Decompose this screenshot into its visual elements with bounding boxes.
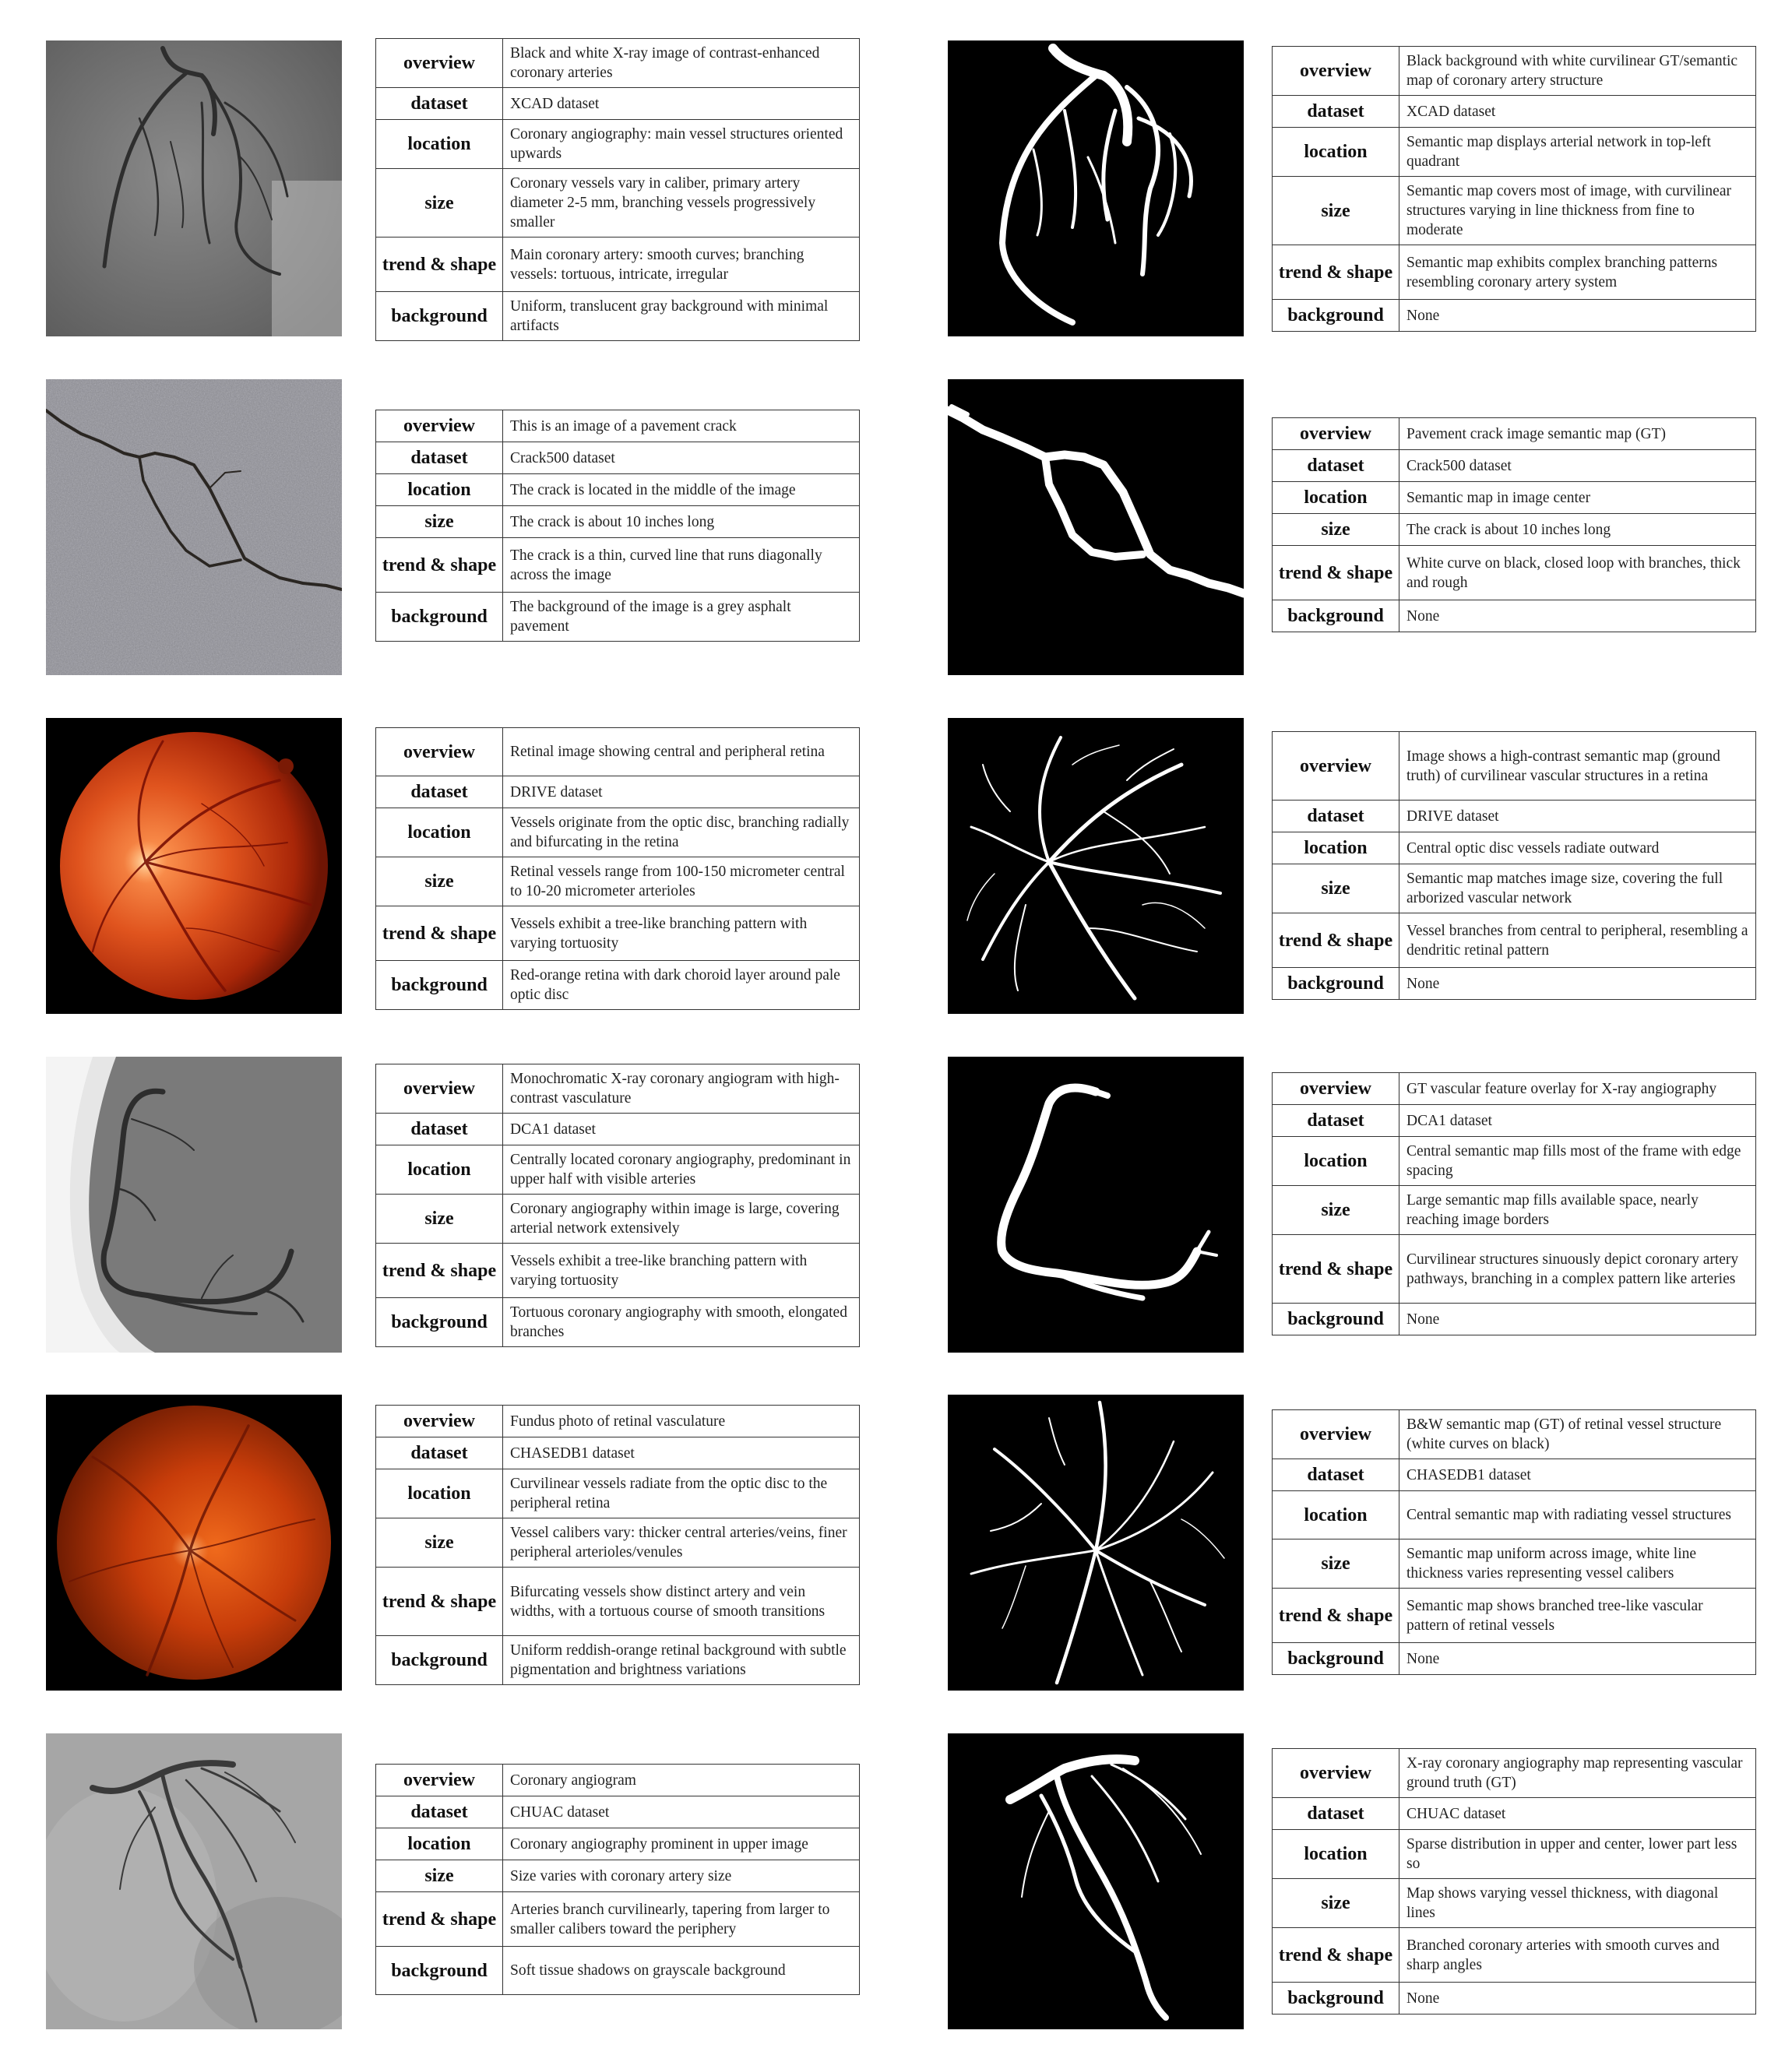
field-name: background bbox=[376, 1947, 503, 1995]
field-value: Crack500 dataset bbox=[503, 442, 860, 474]
table-row bbox=[1273, 450, 1756, 482]
field-value: Soft tissue shadows on grayscale background bbox=[503, 1947, 860, 1995]
field-name: trend & shape bbox=[376, 1892, 503, 1947]
field-value: Semantic map shows branched tree-like vascular pattern of retinal vessels bbox=[1399, 1589, 1756, 1643]
field-value: Retinal vessels range from 100-150 micrometer central to 10-20 micrometer arterioles bbox=[503, 857, 860, 906]
table-row bbox=[1273, 1410, 1756, 1459]
description-table bbox=[1272, 417, 1756, 632]
table-row bbox=[376, 1892, 860, 1947]
field-name: location bbox=[376, 474, 503, 506]
table-row bbox=[376, 1568, 860, 1636]
field-name: location bbox=[376, 1469, 503, 1518]
description-table bbox=[1272, 1072, 1756, 1335]
field-name: location bbox=[1273, 832, 1399, 864]
field-name: trend & shape bbox=[376, 906, 503, 961]
field-name: background bbox=[1273, 1643, 1399, 1675]
table-row bbox=[376, 410, 860, 442]
field-value: CHUAC dataset bbox=[503, 1796, 860, 1828]
field-value: DRIVE dataset bbox=[503, 776, 860, 808]
table-row bbox=[1273, 245, 1756, 300]
field-name: overview bbox=[1273, 1410, 1399, 1459]
table-row bbox=[1273, 546, 1756, 600]
table-row bbox=[1273, 1304, 1756, 1335]
field-name: trend & shape bbox=[1273, 1589, 1399, 1643]
field-name: background bbox=[376, 1636, 503, 1685]
table-row bbox=[376, 1947, 860, 1995]
description-table bbox=[375, 38, 860, 341]
retinal-gt-mask-image bbox=[948, 718, 1244, 1014]
table-row bbox=[1273, 96, 1756, 128]
field-value: This is an image of a pavement crack bbox=[503, 410, 860, 442]
field-name: size bbox=[1273, 177, 1399, 245]
chasedb1-fundus-image bbox=[46, 1395, 342, 1691]
field-value: Centrally located coronary angiography, predominant in upper half with visible arteries bbox=[503, 1145, 860, 1195]
field-name: background bbox=[1273, 600, 1399, 632]
field-value: DCA1 dataset bbox=[1399, 1105, 1756, 1137]
table-row bbox=[1273, 1798, 1756, 1830]
field-value: Crack500 dataset bbox=[1399, 450, 1756, 482]
table-row bbox=[376, 1518, 860, 1568]
field-value: Black and white X-ray image of contrast-enhanced coronary arteries bbox=[503, 39, 860, 88]
field-value: Red-orange retina with dark choroid layer around pale optic disc bbox=[503, 961, 860, 1010]
dca1-gt-mask-image bbox=[948, 1057, 1244, 1353]
table-row bbox=[1273, 600, 1756, 632]
field-name: background bbox=[376, 593, 503, 642]
table-row bbox=[376, 728, 860, 776]
field-name: background bbox=[1273, 968, 1399, 1000]
field-value: Coronary angiography within image is large, covering arterial network extensively bbox=[503, 1195, 860, 1244]
description-table bbox=[375, 727, 860, 1010]
field-name: size bbox=[1273, 864, 1399, 913]
field-value: Arteries branch curvilinearly, tapering from larger to smaller calibers toward the periphery bbox=[503, 1892, 860, 1947]
table-row bbox=[1273, 482, 1756, 514]
field-name: background bbox=[376, 961, 503, 1010]
table-row bbox=[376, 1114, 860, 1145]
field-name: trend & shape bbox=[1273, 546, 1399, 600]
field-value: CHASEDB1 dataset bbox=[1399, 1459, 1756, 1491]
field-name: background bbox=[1273, 1304, 1399, 1335]
field-value: CHASEDB1 dataset bbox=[503, 1437, 860, 1469]
table-row bbox=[376, 1406, 860, 1437]
field-value: Semantic map displays arterial network in top-left quadrant bbox=[1399, 128, 1756, 177]
table-row bbox=[1273, 1459, 1756, 1491]
field-name: location bbox=[1273, 1830, 1399, 1879]
field-name: trend & shape bbox=[1273, 913, 1399, 968]
description-table bbox=[1272, 731, 1756, 1000]
field-name: dataset bbox=[1273, 801, 1399, 832]
field-value: Coronary angiography prominent in upper image bbox=[503, 1828, 860, 1860]
field-value: Semantic map uniform across image, white line thickness varies representing vessel calibers bbox=[1399, 1539, 1756, 1589]
field-value: B&W semantic map (GT) of retinal vessel structure (white curves on black) bbox=[1399, 1410, 1756, 1459]
coronary-gt-mask-image bbox=[948, 40, 1244, 336]
field-name: trend & shape bbox=[376, 1568, 503, 1636]
chasedb1-gt-mask-image bbox=[948, 1395, 1244, 1691]
field-value: Vessel branches from central to peripheral, resembling a dendritic retinal pattern bbox=[1399, 913, 1756, 968]
description-table bbox=[375, 1764, 860, 1995]
table-row bbox=[1273, 300, 1756, 332]
field-value: The crack is a thin, curved line that runs diagonally across the image bbox=[503, 538, 860, 593]
field-value: None bbox=[1399, 1983, 1756, 2014]
table-row bbox=[376, 88, 860, 120]
field-value: DCA1 dataset bbox=[503, 1114, 860, 1145]
dca1-xray-image bbox=[46, 1057, 342, 1353]
crack-gt-mask-image bbox=[948, 379, 1244, 675]
field-name: location bbox=[376, 1828, 503, 1860]
table-row bbox=[1273, 1928, 1756, 1983]
table-row bbox=[376, 1469, 860, 1518]
field-value: Main coronary artery: smooth curves; branching vessels: tortuous, intricate, irregular bbox=[503, 238, 860, 292]
field-name: location bbox=[1273, 482, 1399, 514]
table-row bbox=[376, 1064, 860, 1114]
field-name: overview bbox=[1273, 1749, 1399, 1798]
field-name: dataset bbox=[1273, 450, 1399, 482]
field-name: trend & shape bbox=[376, 1244, 503, 1298]
table-row bbox=[376, 474, 860, 506]
field-value: XCAD dataset bbox=[1399, 96, 1756, 128]
field-name: overview bbox=[376, 39, 503, 88]
field-name: background bbox=[376, 292, 503, 341]
field-value: GT vascular feature overlay for X-ray angiography bbox=[1399, 1073, 1756, 1105]
table-row bbox=[1273, 1235, 1756, 1304]
field-name: dataset bbox=[1273, 1105, 1399, 1137]
field-name: trend & shape bbox=[376, 238, 503, 292]
table-row bbox=[376, 506, 860, 538]
table-row bbox=[376, 538, 860, 593]
table-row bbox=[1273, 968, 1756, 1000]
table-row bbox=[1273, 1137, 1756, 1186]
field-name: trend & shape bbox=[1273, 245, 1399, 300]
field-value: Central semantic map with radiating vessel structures bbox=[1399, 1491, 1756, 1539]
table-row bbox=[1273, 177, 1756, 245]
table-row bbox=[376, 442, 860, 474]
table-row bbox=[376, 857, 860, 906]
chuac-angiogram-image bbox=[46, 1733, 342, 2029]
field-name: dataset bbox=[1273, 96, 1399, 128]
field-value: Bifurcating vessels show distinct artery and vein widths, with a tortuous course of smooth transitions bbox=[503, 1568, 860, 1636]
field-value: X-ray coronary angiography map representing vascular ground truth (GT) bbox=[1399, 1749, 1756, 1798]
field-value: None bbox=[1399, 968, 1756, 1000]
field-name: location bbox=[1273, 1137, 1399, 1186]
field-name: size bbox=[1273, 514, 1399, 546]
field-value: None bbox=[1399, 1643, 1756, 1675]
table-row bbox=[376, 1195, 860, 1244]
field-name: size bbox=[376, 857, 503, 906]
table-row bbox=[376, 120, 860, 169]
field-name: overview bbox=[1273, 47, 1399, 96]
table-row bbox=[376, 1796, 860, 1828]
description-table bbox=[375, 410, 860, 642]
field-name: trend & shape bbox=[376, 538, 503, 593]
retinal-fundus-image bbox=[46, 718, 342, 1014]
field-name: dataset bbox=[376, 776, 503, 808]
field-value: Uniform reddish-orange retinal background with subtle pigmentation and brightness variations bbox=[503, 1636, 860, 1685]
field-value: Size varies with coronary artery size bbox=[503, 1860, 860, 1892]
field-name: size bbox=[376, 1860, 503, 1892]
table-row bbox=[1273, 732, 1756, 801]
field-value: Vessels originate from the optic disc, branching radially and bifurcating in the retina bbox=[503, 808, 860, 857]
field-value: CHUAC dataset bbox=[1399, 1798, 1756, 1830]
field-value: Vessel calibers vary: thicker central arteries/veins, finer peripheral arterioles/venules bbox=[503, 1518, 860, 1568]
field-name: size bbox=[376, 506, 503, 538]
table-row bbox=[376, 1828, 860, 1860]
table-row bbox=[1273, 913, 1756, 968]
field-name: background bbox=[1273, 1983, 1399, 2014]
field-value: Tortuous coronary angiography with smooth, elongated branches bbox=[503, 1298, 860, 1347]
field-value: Monochromatic X-ray coronary angiogram with high-contrast vasculature bbox=[503, 1064, 860, 1114]
table-row bbox=[1273, 1186, 1756, 1235]
field-name: dataset bbox=[1273, 1798, 1399, 1830]
table-row bbox=[376, 776, 860, 808]
field-value: XCAD dataset bbox=[503, 88, 860, 120]
table-row bbox=[376, 1298, 860, 1347]
table-row bbox=[1273, 1643, 1756, 1675]
field-value: Semantic map in image center bbox=[1399, 482, 1756, 514]
description-table bbox=[1272, 1748, 1756, 2014]
field-value: Black background with white curvilinear GT/semantic map of coronary artery structure bbox=[1399, 47, 1756, 96]
field-value: The background of the image is a grey asphalt pavement bbox=[503, 593, 860, 642]
table-row bbox=[1273, 864, 1756, 913]
field-value: Vessels exhibit a tree-like branching pattern with varying tortuosity bbox=[503, 1244, 860, 1298]
table-row bbox=[376, 169, 860, 238]
table-row bbox=[376, 1765, 860, 1796]
coronary-xray-image bbox=[46, 40, 342, 336]
table-row bbox=[376, 292, 860, 341]
field-name: trend & shape bbox=[1273, 1928, 1399, 1983]
field-value: Branched coronary arteries with smooth curves and sharp angles bbox=[1399, 1928, 1756, 1983]
field-name: overview bbox=[376, 1064, 503, 1114]
field-value: Coronary angiogram bbox=[503, 1765, 860, 1796]
field-name: location bbox=[376, 1145, 503, 1195]
table-row bbox=[1273, 1105, 1756, 1137]
field-value: Vessels exhibit a tree-like branching pattern with varying tortuosity bbox=[503, 906, 860, 961]
table-row bbox=[376, 906, 860, 961]
field-value: White curve on black, closed loop with branches, thick and rough bbox=[1399, 546, 1756, 600]
field-value: Semantic map exhibits complex branching patterns resembling coronary artery system bbox=[1399, 245, 1756, 300]
table-row bbox=[376, 808, 860, 857]
field-value: DRIVE dataset bbox=[1399, 801, 1756, 832]
table-row bbox=[376, 1244, 860, 1298]
field-name: background bbox=[1273, 300, 1399, 332]
field-name: location bbox=[376, 120, 503, 169]
table-row bbox=[376, 1860, 860, 1892]
table-row bbox=[1273, 418, 1756, 450]
field-name: size bbox=[1273, 1879, 1399, 1928]
table-row bbox=[376, 1437, 860, 1469]
field-value: Coronary angiography: main vessel structures oriented upwards bbox=[503, 120, 860, 169]
field-value: Central semantic map fills most of the frame with edge spacing bbox=[1399, 1137, 1756, 1186]
field-name: location bbox=[1273, 128, 1399, 177]
description-table bbox=[1272, 46, 1756, 332]
field-name: overview bbox=[376, 1765, 503, 1796]
field-value: None bbox=[1399, 600, 1756, 632]
field-name: size bbox=[376, 1518, 503, 1568]
field-value: Curvilinear vessels radiate from the optic disc to the peripheral retina bbox=[503, 1469, 860, 1518]
field-value: The crack is about 10 inches long bbox=[1399, 514, 1756, 546]
field-name: overview bbox=[376, 728, 503, 776]
field-value: None bbox=[1399, 1304, 1756, 1335]
field-name: overview bbox=[1273, 418, 1399, 450]
chuac-gt-mask-image bbox=[948, 1733, 1244, 2029]
table-row bbox=[376, 961, 860, 1010]
field-name: dataset bbox=[376, 1114, 503, 1145]
field-name: location bbox=[1273, 1491, 1399, 1539]
field-value: Map shows varying vessel thickness, with diagonal lines bbox=[1399, 1879, 1756, 1928]
field-value: Coronary vessels vary in caliber, primary artery diameter 2-5 mm, branching vessels progressively smaller bbox=[503, 169, 860, 238]
table-row bbox=[1273, 1589, 1756, 1643]
table-row bbox=[1273, 832, 1756, 864]
field-name: overview bbox=[1273, 1073, 1399, 1105]
table-row bbox=[376, 1145, 860, 1195]
table-row bbox=[1273, 1073, 1756, 1105]
field-name: overview bbox=[376, 1406, 503, 1437]
field-value: Sparse distribution in upper and center, lower part less so bbox=[1399, 1830, 1756, 1879]
field-value: Semantic map covers most of image, with curvilinear structures varying in line thickness from fine to moderate bbox=[1399, 177, 1756, 245]
table-row bbox=[376, 1636, 860, 1685]
field-value: None bbox=[1399, 300, 1756, 332]
field-name: dataset bbox=[376, 88, 503, 120]
field-name: size bbox=[376, 169, 503, 238]
field-name: overview bbox=[376, 410, 503, 442]
description-table bbox=[1272, 1409, 1756, 1675]
field-name: overview bbox=[1273, 732, 1399, 801]
table-row bbox=[376, 39, 860, 88]
description-table bbox=[375, 1064, 860, 1347]
table-row bbox=[1273, 1539, 1756, 1589]
field-value: Central optic disc vessels radiate outward bbox=[1399, 832, 1756, 864]
table-row bbox=[1273, 47, 1756, 96]
pavement-crack-image bbox=[46, 379, 342, 675]
table-row bbox=[1273, 1749, 1756, 1798]
field-value: Fundus photo of retinal vasculature bbox=[503, 1406, 860, 1437]
field-value: Semantic map matches image size, covering the full arborized vascular network bbox=[1399, 864, 1756, 913]
field-value: The crack is located in the middle of the image bbox=[503, 474, 860, 506]
description-table bbox=[375, 1405, 860, 1685]
table-row bbox=[1273, 1879, 1756, 1928]
field-name: dataset bbox=[376, 1437, 503, 1469]
table-row bbox=[1273, 1491, 1756, 1539]
field-value: Image shows a high-contrast semantic map (ground truth) of curvilinear vascular structures in a retina bbox=[1399, 732, 1756, 801]
field-name: dataset bbox=[376, 1796, 503, 1828]
table-row bbox=[1273, 514, 1756, 546]
field-value: Curvilinear structures sinuously depict coronary artery pathways, branching in a complex pattern like arteries bbox=[1399, 1235, 1756, 1304]
field-value: Pavement crack image semantic map (GT) bbox=[1399, 418, 1756, 450]
table-row bbox=[1273, 801, 1756, 832]
field-name: dataset bbox=[1273, 1459, 1399, 1491]
field-name: trend & shape bbox=[1273, 1235, 1399, 1304]
field-name: size bbox=[1273, 1539, 1399, 1589]
field-name: size bbox=[1273, 1186, 1399, 1235]
table-row bbox=[1273, 1830, 1756, 1879]
table-row bbox=[1273, 128, 1756, 177]
field-value: Uniform, translucent gray background with minimal artifacts bbox=[503, 292, 860, 341]
field-value: Retinal image showing central and peripheral retina bbox=[503, 728, 860, 776]
field-name: size bbox=[376, 1195, 503, 1244]
field-name: location bbox=[376, 808, 503, 857]
table-row bbox=[1273, 1983, 1756, 2014]
table-row bbox=[376, 593, 860, 642]
field-name: background bbox=[376, 1298, 503, 1347]
field-value: Large semantic map fills available space, nearly reaching image borders bbox=[1399, 1186, 1756, 1235]
table-row bbox=[376, 238, 860, 292]
field-value: The crack is about 10 inches long bbox=[503, 506, 860, 538]
field-name: dataset bbox=[376, 442, 503, 474]
